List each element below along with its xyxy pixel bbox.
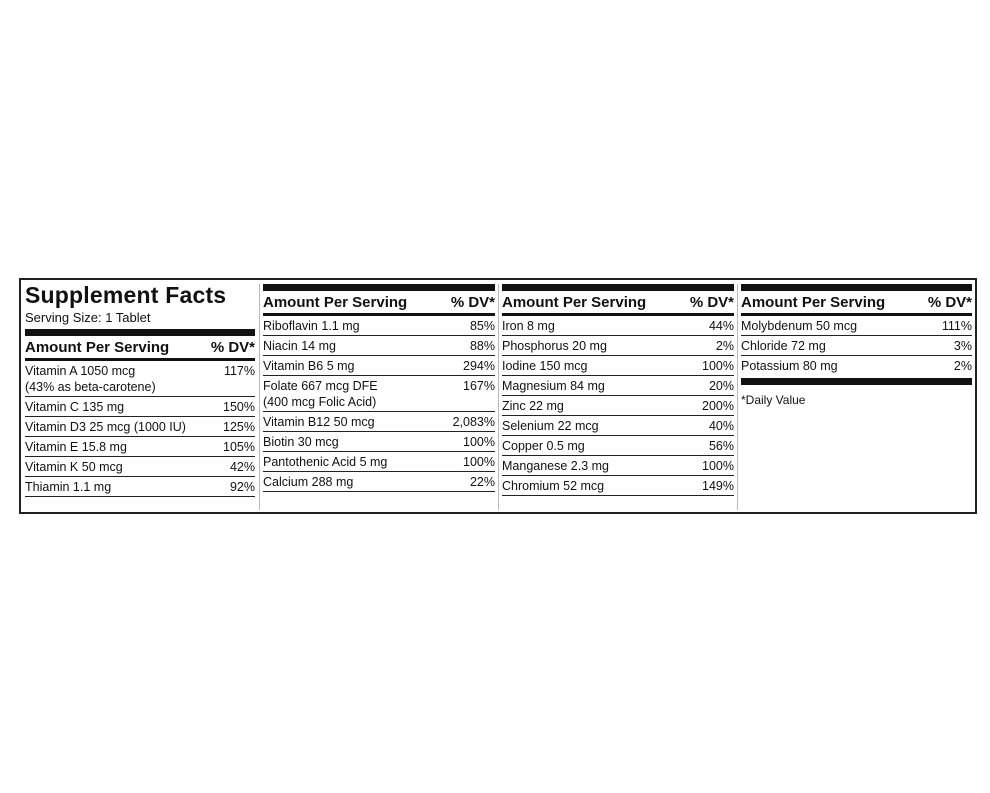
amount-per-serving-label: Amount Per Serving <box>741 293 886 311</box>
nutrient-name: Vitamin B12 50 mcg <box>263 415 375 429</box>
nutrient-name: Selenium 22 mcg <box>502 419 599 433</box>
nutrient-row <box>25 417 255 437</box>
column-header <box>263 291 495 313</box>
nutrient-row <box>25 457 255 477</box>
nutrient-dv: 88% <box>469 339 495 353</box>
nutrient-name: Molybdenum 50 mcg <box>741 319 858 333</box>
nutrient-name: Zinc 22 mg <box>502 399 564 413</box>
nutrient-row <box>263 452 495 472</box>
nutrient-row <box>25 361 255 397</box>
nutrient-dv: 42% <box>229 460 255 474</box>
nutrient-dv: 294% <box>463 359 495 373</box>
nutrient-name: Potassium 80 mg <box>741 359 838 373</box>
thick-rule <box>263 284 495 291</box>
nutrient-name: Vitamin A 1050 mcg (43% as beta-carotene) <box>25 364 156 394</box>
nutrient-row <box>502 476 734 496</box>
nutrient-name: Vitamin B6 5 mg <box>263 359 355 373</box>
daily-value-footnote: *Daily Value <box>741 393 806 407</box>
nutrient-row <box>502 356 734 376</box>
nutrient-name: Chloride 72 mg <box>741 339 826 353</box>
nutrient-dv: 2,083% <box>452 415 495 429</box>
nutrient-row <box>263 432 495 452</box>
nutrient-row <box>502 316 734 336</box>
column-header <box>741 291 972 313</box>
nutrient-name: Pantothenic Acid 5 mg <box>263 455 388 469</box>
nutrient-dv: 200% <box>702 399 734 413</box>
nutrient-dv: 100% <box>702 459 734 473</box>
nutrient-row <box>741 316 972 336</box>
nutrient-row <box>502 416 734 436</box>
dv-label: % DV* <box>210 338 255 356</box>
nutrient-row <box>25 477 255 497</box>
column-divider <box>737 284 738 510</box>
column-divider <box>259 284 260 510</box>
amount-per-serving-label: Amount Per Serving <box>263 293 408 311</box>
nutrient-name: Biotin 30 mcg <box>263 435 339 449</box>
nutrient-name: Folate 667 mcg DFE (400 mcg Folic Acid) <box>263 379 378 409</box>
facts-column-1 <box>25 282 255 497</box>
nutrient-name: Calcium 288 mg <box>263 475 354 489</box>
nutrient-dv: 117% <box>223 364 255 378</box>
nutrient-row <box>741 356 972 375</box>
serving-size: Serving Size: 1 Tablet <box>25 310 151 325</box>
nutrient-row <box>263 412 495 432</box>
nutrient-row <box>263 316 495 336</box>
nutrient-dv: 125% <box>223 420 255 434</box>
nutrient-name: Niacin 14 mg <box>263 339 336 353</box>
column-divider <box>498 284 499 510</box>
nutrient-dv: 150% <box>223 400 255 414</box>
nutrient-name: Thiamin 1.1 mg <box>25 480 112 494</box>
nutrient-dv: 167% <box>463 379 495 393</box>
panel-title: Supplement Facts <box>25 282 227 308</box>
nutrient-name: Magnesium 84 mg <box>502 379 605 393</box>
facts-column-4 <box>741 282 972 407</box>
nutrient-dv: 22% <box>469 475 495 489</box>
nutrient-dv: 20% <box>708 379 734 393</box>
nutrient-row <box>502 396 734 416</box>
nutrient-dv: 2% <box>715 339 734 353</box>
nutrient-dv: 100% <box>702 359 734 373</box>
thick-rule <box>741 378 972 385</box>
amount-per-serving-label: Amount Per Serving <box>502 293 647 311</box>
nutrient-row <box>263 376 495 412</box>
nutrient-row <box>502 376 734 396</box>
nutrient-row <box>502 456 734 476</box>
facts-column-3 <box>502 282 734 496</box>
nutrient-name: Vitamin C 135 mg <box>25 400 125 414</box>
nutrient-row <box>263 356 495 376</box>
dv-label: % DV* <box>689 293 734 311</box>
thick-rule <box>502 284 734 291</box>
nutrient-name: Copper 0.5 mg <box>502 439 585 453</box>
nutrient-name: Manganese 2.3 mg <box>502 459 610 473</box>
nutrient-dv: 85% <box>469 319 495 333</box>
nutrient-row <box>25 437 255 457</box>
nutrient-dv: 100% <box>463 435 495 449</box>
nutrient-name: Vitamin D3 25 mcg (1000 IU) <box>25 420 186 434</box>
nutrient-name: Phosphorus 20 mg <box>502 339 607 353</box>
amount-per-serving-label: Amount Per Serving <box>25 338 170 356</box>
nutrient-name: Vitamin K 50 mcg <box>25 460 123 474</box>
facts-column-2 <box>263 282 495 492</box>
nutrient-dv: 100% <box>463 455 495 469</box>
nutrient-row <box>741 336 972 356</box>
nutrient-dv: 92% <box>229 480 255 494</box>
column-header <box>502 291 734 313</box>
dv-label: % DV* <box>927 293 972 311</box>
dv-label: % DV* <box>450 293 495 311</box>
nutrient-dv: 44% <box>708 319 734 333</box>
nutrient-dv: 3% <box>953 339 972 353</box>
nutrient-name: Vitamin E 15.8 mg <box>25 440 127 454</box>
nutrient-row <box>263 472 495 492</box>
nutrient-dv: 149% <box>702 479 734 493</box>
nutrient-row <box>502 336 734 356</box>
nutrient-dv: 56% <box>708 439 734 453</box>
nutrient-dv: 2% <box>953 359 972 373</box>
column-header <box>25 336 255 358</box>
supplement-facts-panel <box>19 278 977 514</box>
nutrient-row <box>502 436 734 456</box>
nutrient-name: Iron 8 mg <box>502 319 555 333</box>
nutrient-name: Riboflavin 1.1 mg <box>263 319 360 333</box>
thick-rule <box>25 329 255 336</box>
nutrient-row <box>25 397 255 417</box>
nutrient-row <box>263 336 495 356</box>
nutrient-name: Iodine 150 mcg <box>502 359 588 373</box>
nutrient-dv: 40% <box>708 419 734 433</box>
nutrient-name: Chromium 52 mcg <box>502 479 605 493</box>
nutrient-dv: 111% <box>941 319 972 333</box>
thick-rule <box>741 284 972 291</box>
nutrient-dv: 105% <box>223 440 255 454</box>
